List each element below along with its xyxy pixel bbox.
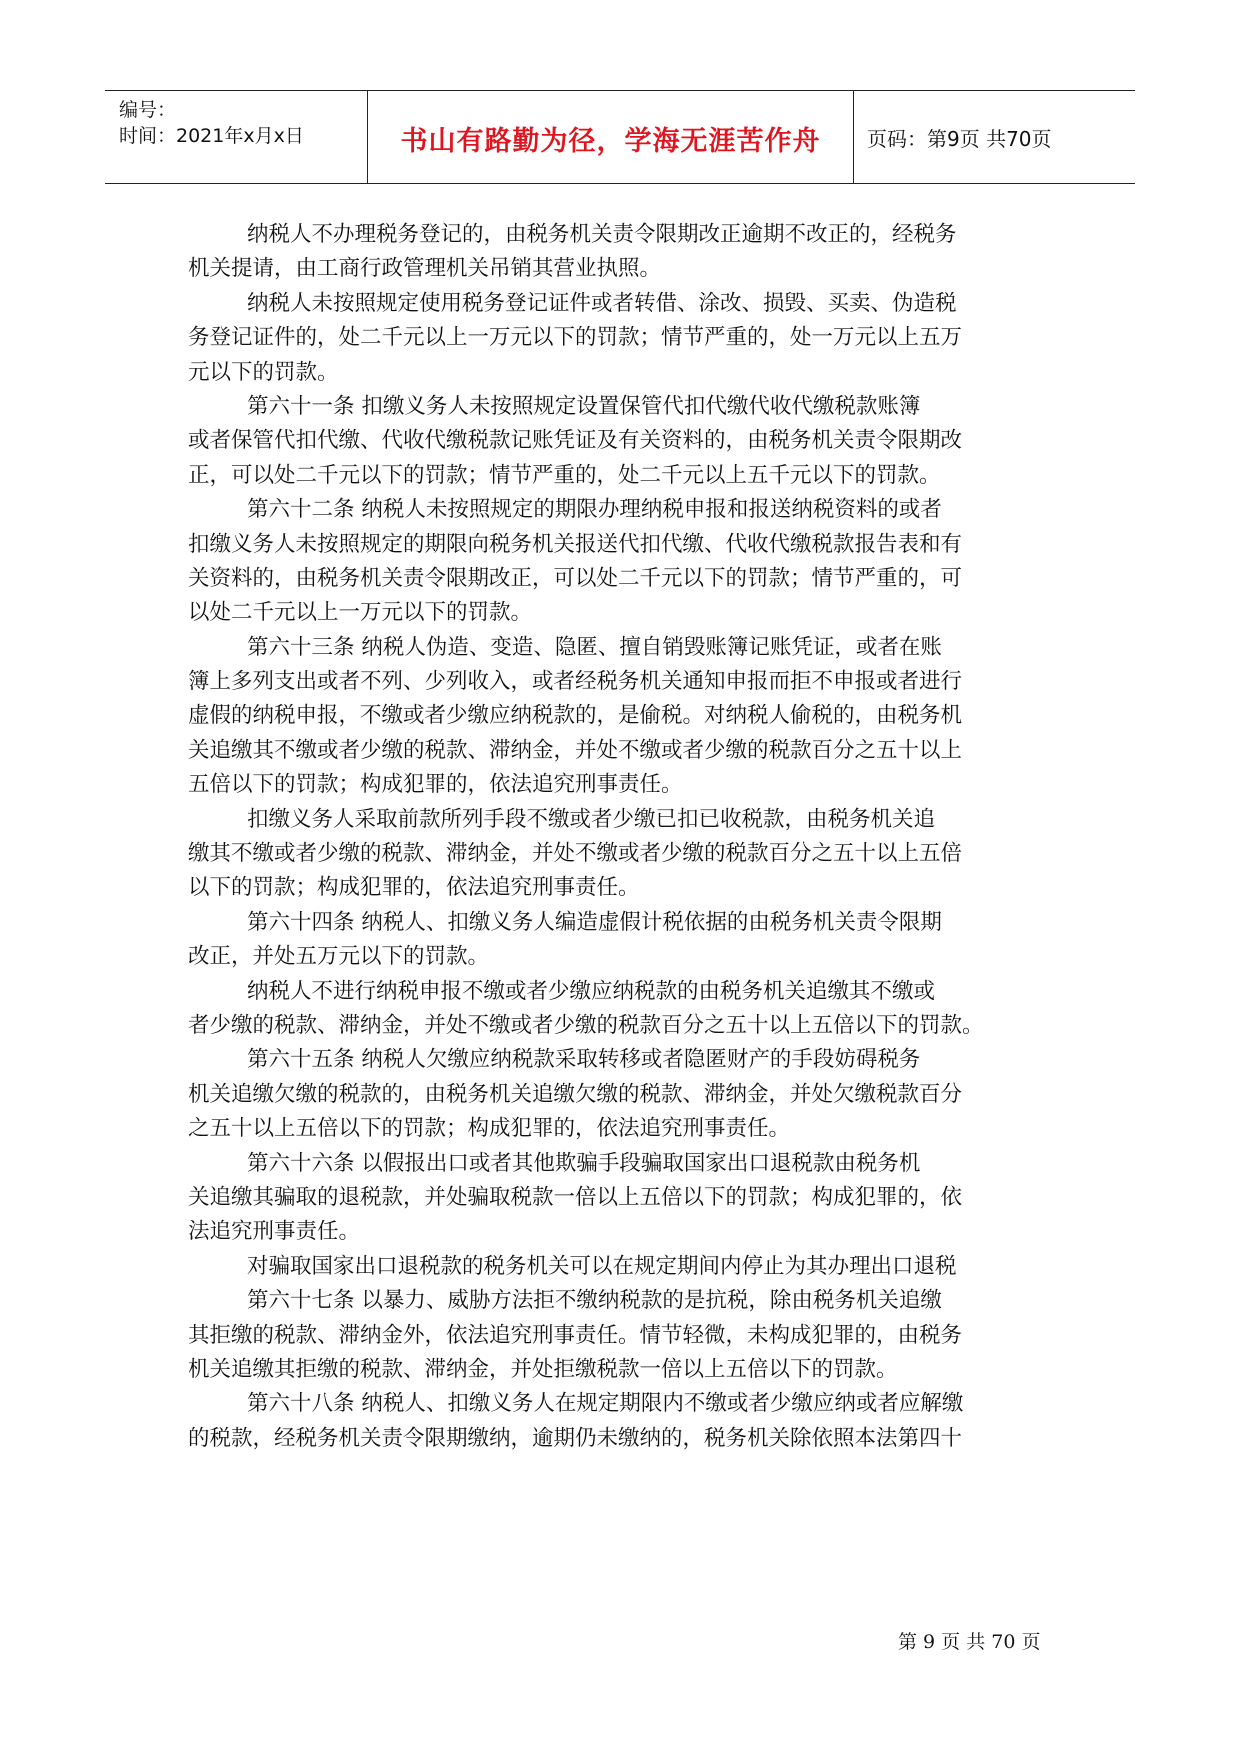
text-line: 元以下的罚款。 [188,359,339,385]
time-label: 时间：2021年x月x日 [119,125,304,147]
text-line: 其拒缴的税款、滞纳金外，依法追究刑事责任。情节轻微，未构成犯罪的，由税务 [188,1322,963,1348]
page-footer: 第 9 页 共 70 页 [898,1631,1041,1653]
text-line: 纳税人未按照规定使用税务登记证件或者转借、涂改、损毁、买卖、伪造税 [247,290,957,316]
text-line: 的税款，经税务机关责令限期缴纳，逾期仍未缴纳的，税务机关除依照本法第四十 [188,1425,963,1451]
text-line: 缴其不缴或者少缴的税款、滞纳金，并处不缴或者少缴的税款百分之五十以上五倍 [188,841,963,867]
header-meta-cell [105,91,367,183]
header-page-cell [853,91,1135,183]
serial-number-label: 编号： [119,99,177,121]
text-line: 第六十二条 纳税人未按照规定的期限办理纳税申报和报送纳税资料的或者 [247,497,942,523]
text-line: 以下的罚款；构成犯罪的，依法追究刑事责任。 [188,875,640,901]
text-line: 簿上多列支出或者不列、少列收入，或者经税务机关通知申报而拒不申报或者进行 [188,669,963,695]
text-line: 或者保管代扣代缴、代收代缴税款记账凭证及有关资料的，由税务机关责令限期改 [188,428,963,454]
text-line: 第六十三条 纳税人伪造、变造、隐匿、擅自销毁账簿记账凭证，或者在账 [247,634,942,660]
text-line: 正，可以处二千元以下的罚款；情节严重的，处二千元以上五千元以下的罚款。 [188,462,941,488]
text-line: 纳税人不办理税务登记的，由税务机关责令限期改正逾期不改正的，经税务 [247,222,957,247]
text-line: 关追缴其不缴或者少缴的税款、滞纳金，并处不缴或者少缴的税款百分之五十以上 [188,737,963,763]
text-line: 关追缴其骗取的退税款，并处骗取税款一倍以上五倍以下的罚款；构成犯罪的，依 [188,1184,963,1210]
text-line: 关资料的，由税务机关责令限期改正，可以处二千元以下的罚款；情节严重的，可 [188,565,963,591]
text-line: 第六十六条 以假报出口或者其他欺骗手段骗取国家出口退税款由税务机 [247,1150,921,1176]
document-body [188,218,1088,1456]
text-line: 法追究刑事责任。 [188,1219,361,1245]
text-line: 扣缴义务人采取前款所列手段不缴或者少缴已扣已收税款，由税务机关追 [247,806,936,832]
text-line: 扣缴义务人未按照规定的期限向税务机关报送代扣代缴、代收代缴税款报告表和有 [188,531,963,557]
header-page-info: 页码：第9页 共70页 [867,127,1052,151]
text-line: 机关提请，由工商行政管理机关吊销其营业执照。 [188,256,662,282]
text-line: 第六十四条 纳税人、扣缴义务人编造虚假计税依据的由税务机关责令限期 [247,909,942,935]
motto-text: 书山有路勤为径，学海无涯苦作舟 [400,126,821,157]
text-line: 务登记证件的，处二千元以上一万元以下的罚款；情节严重的，处一万元以上五万 [188,325,963,351]
text-line: 第六十五条 纳税人欠缴应纳税款采取转移或者隐匿财产的手段妨碍税务 [247,1047,921,1073]
text-line: 机关追缴欠缴的税款的，由税务机关追缴欠缴的税款、滞纳金，并处欠缴税款百分 [188,1081,963,1107]
document-header [105,90,1135,184]
text-line: 第六十一条 扣缴义务人未按照规定设置保管代扣代缴代收代缴税款账簿 [247,393,921,419]
text-line: 虚假的纳税申报，不缴或者少缴应纳税款的，是偷税。对纳税人偷税的，由税务机 [188,703,963,729]
text-line: 改正，并处五万元以下的罚款。 [188,944,490,970]
text-line: 机关追缴其拒缴的税款、滞纳金，并处拒缴税款一倍以上五倍以下的罚款。 [188,1356,898,1382]
text-line: 对骗取国家出口退税款的税务机关可以在规定期间内停止为其办理出口退税 [247,1253,957,1279]
text-line: 第六十八条 纳税人、扣缴义务人在规定期限内不缴或者少缴应纳或者应解缴 [247,1391,964,1417]
header-motto-cell [367,91,854,183]
text-line: 之五十以上五倍以下的罚款；构成犯罪的，依法追究刑事责任。 [188,1116,791,1142]
text-line: 者少缴的税款、滞纳金，并处不缴或者少缴的税款百分之五十以上五倍以下的罚款。 [188,1012,984,1038]
text-line: 五倍以下的罚款；构成犯罪的，依法追究刑事责任。 [188,772,683,798]
text-line: 第六十七条 以暴力、威胁方法拒不缴纳税款的是抗税，除由税务机关追缴 [247,1288,942,1314]
text-line: 纳税人不进行纳税申报不缴或者少缴应纳税款的由税务机关追缴其不缴或 [247,978,936,1004]
text-line: 以处二千元以上一万元以下的罚款。 [188,600,533,626]
